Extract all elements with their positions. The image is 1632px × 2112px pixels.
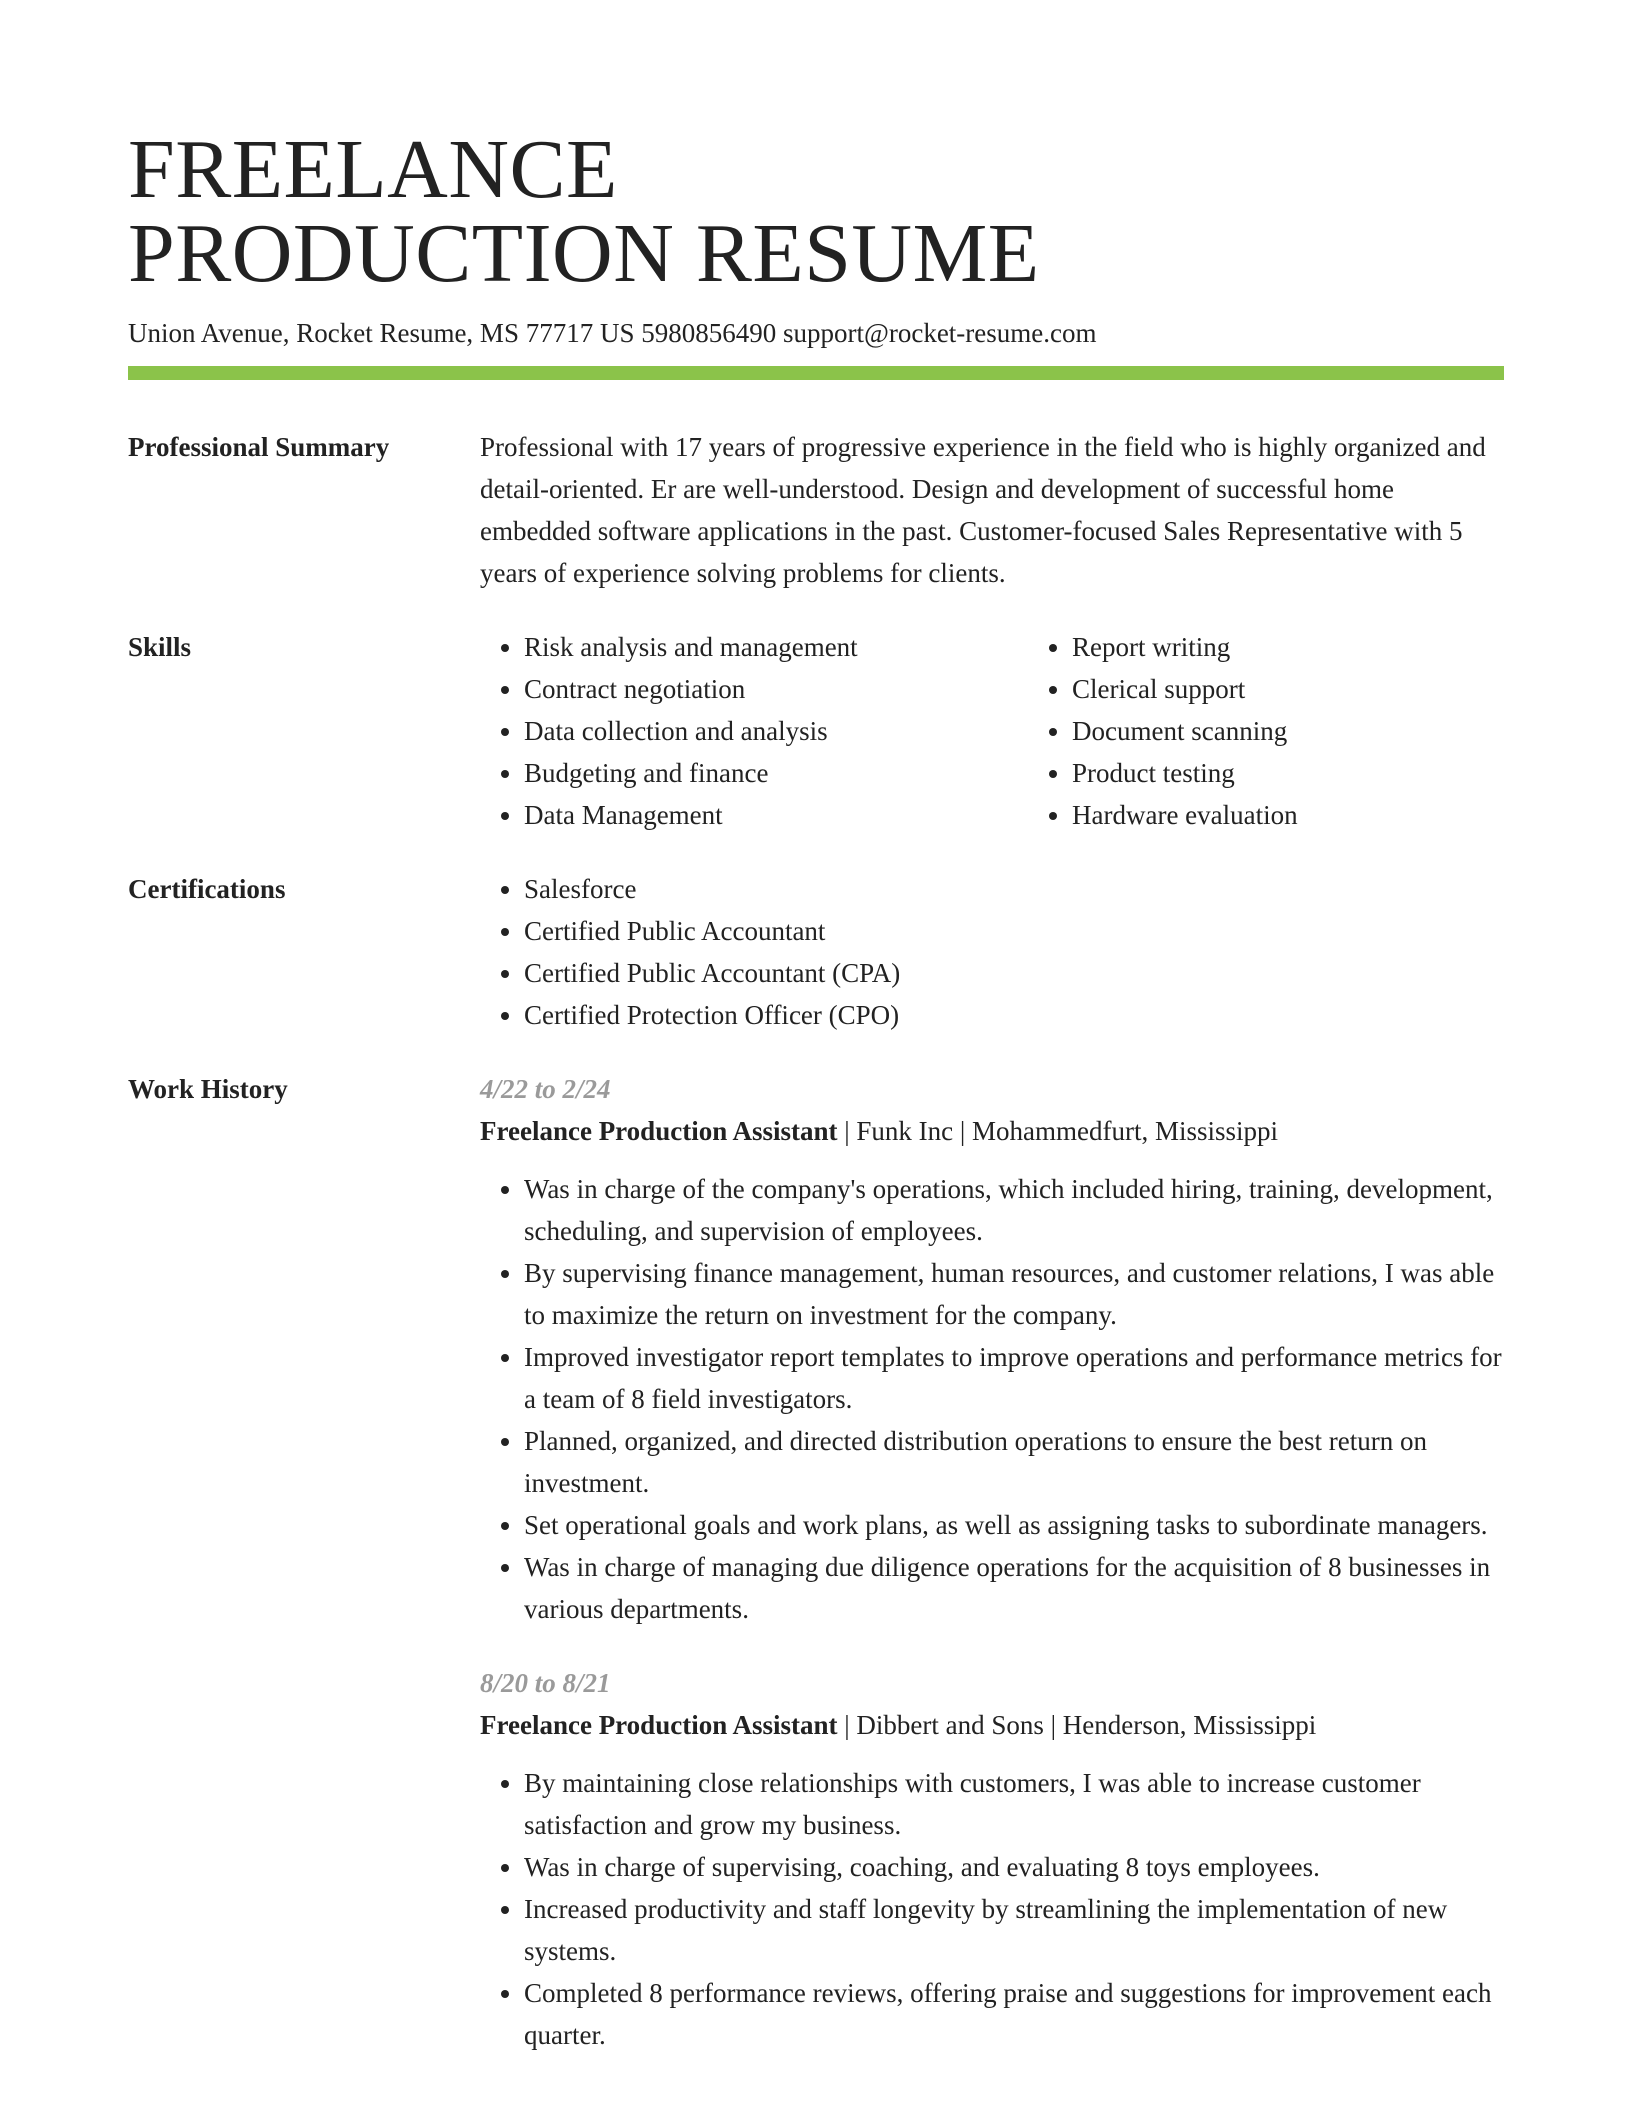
skill-item: • Product testing bbox=[1072, 752, 1298, 794]
skill-item: • Risk analysis and management bbox=[524, 626, 1028, 668]
certification-item: • Certified Public Accountant (CPA) bbox=[524, 952, 1504, 994]
certification-item: • Salesforce bbox=[524, 868, 1504, 910]
section-label-summary: Professional Summary bbox=[128, 432, 390, 462]
section-professional-summary bbox=[128, 426, 1504, 594]
skills-list-col1 bbox=[480, 626, 1028, 836]
job-role: Freelance Production Assistant bbox=[480, 1710, 838, 1740]
skill-item: • Data Management bbox=[524, 794, 1028, 836]
skill-item: • Contract negotiation bbox=[524, 668, 1028, 710]
job-dates: 8/20 to 8/21 bbox=[480, 1668, 611, 1698]
skill-item: • Clerical support bbox=[1072, 668, 1298, 710]
summary-text: Professional with 17 years of progressive experience in the field who is highly organized and detail-oriented. Er are well-understood. Design and development of successful home embedded software applications in the past. Customer-focused Sales Representative with 5 years of experience solving problems for clients. bbox=[480, 432, 1486, 588]
section-body-summary bbox=[480, 426, 1504, 594]
section-certifications bbox=[128, 868, 1504, 1036]
job-bullet: • Completed 8 performance reviews, offering praise and suggestions for improvement each quarter. bbox=[524, 1972, 1504, 2056]
title-line-1: FREELANCE bbox=[128, 123, 618, 216]
job-bullets bbox=[480, 1168, 1504, 1630]
section-body-certifications bbox=[480, 868, 1504, 1036]
section-label-skills: Skills bbox=[128, 632, 192, 662]
resume-page bbox=[128, 123, 1504, 2056]
skill-item: • Budgeting and finance bbox=[524, 752, 1028, 794]
job-bullets bbox=[480, 1762, 1504, 2056]
skill-item: • Hardware evaluation bbox=[1072, 794, 1298, 836]
skills-columns bbox=[480, 626, 1504, 836]
section-label-work: Work History bbox=[128, 1074, 288, 1104]
job-bullet: • Was in charge of the company's operations, which included hiring, training, development, scheduling, and supervision of employees. bbox=[524, 1168, 1504, 1252]
job-bullet: • Increased productivity and staff longevity by streamlining the implementation of new systems. bbox=[524, 1888, 1504, 1972]
resume-title bbox=[128, 123, 1504, 300]
skill-item: • Data collection and analysis bbox=[524, 710, 1028, 752]
job-entry bbox=[480, 1662, 1504, 2056]
job-bullet: • Was in charge of supervising, coaching, and evaluating 8 toys employees. bbox=[524, 1846, 1504, 1888]
job-bullet: • Set operational goals and work plans, as well as assigning tasks to subordinate managers. bbox=[524, 1504, 1504, 1546]
job-details: | Dibbert and Sons | Henderson, Mississippi bbox=[837, 1710, 1317, 1740]
job-bullet: • By supervising finance management, human resources, and customer relations, I was able to maximize the return on investment for the company. bbox=[524, 1252, 1504, 1336]
job-bullet: • Was in charge of managing due diligence operations for the acquisition of 8 businesses in various departments. bbox=[524, 1546, 1504, 1630]
job-heading bbox=[480, 1110, 1504, 1152]
job-bullet: • By maintaining close relationships with customers, I was able to increase customer satisfaction and grow my business. bbox=[524, 1762, 1504, 1846]
section-label-certifications: Certifications bbox=[128, 874, 286, 904]
job-bullet: • Improved investigator report templates to improve operations and performance metrics for a team of 8 field investigators. bbox=[524, 1336, 1504, 1420]
job-heading bbox=[480, 1704, 1504, 1746]
title-line-2: PRODUCTION RESUME bbox=[128, 207, 1040, 300]
skills-list-col2 bbox=[1028, 626, 1298, 836]
skill-item: • Report writing bbox=[1072, 626, 1298, 668]
section-body-work bbox=[480, 1068, 1504, 2056]
job-dates: 4/22 to 2/24 bbox=[480, 1074, 611, 1104]
job-details: | Funk Inc | Mohammedfurt, Mississippi bbox=[837, 1116, 1279, 1146]
job-bullet: • Planned, organized, and directed distribution operations to ensure the best return on investment. bbox=[524, 1420, 1504, 1504]
contact-line: Union Avenue, Rocket Resume, MS 77717 US 5980856490 support@rocket-resume.com bbox=[128, 318, 1097, 348]
certifications-list bbox=[480, 868, 1504, 1036]
job-role: Freelance Production Assistant bbox=[480, 1116, 838, 1146]
certification-item: • Certified Public Accountant bbox=[524, 910, 1504, 952]
section-work-history bbox=[128, 1068, 1504, 2056]
skill-item: • Document scanning bbox=[1072, 710, 1298, 752]
accent-divider bbox=[128, 366, 1504, 380]
certification-item: • Certified Protection Officer (CPO) bbox=[524, 994, 1504, 1036]
job-entry bbox=[480, 1068, 1504, 1630]
section-skills bbox=[128, 626, 1504, 836]
